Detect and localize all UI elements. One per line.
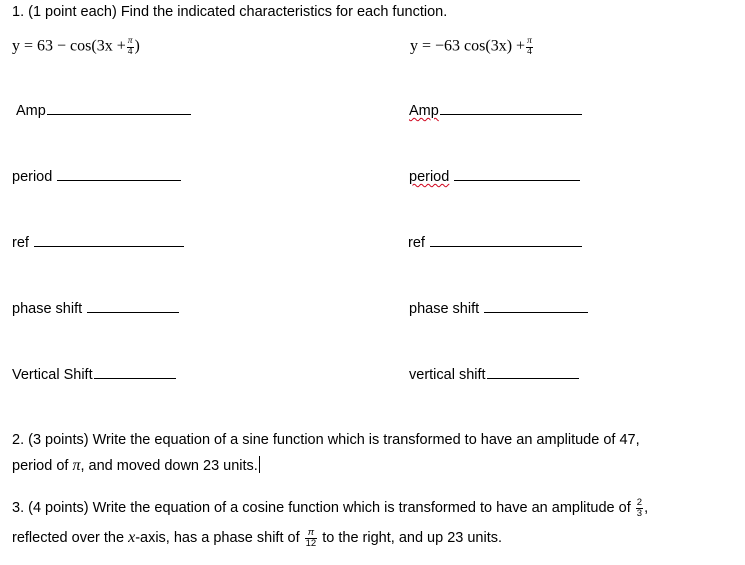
right-equation-prefix: y = −63 cos(3x) + (410, 37, 526, 55)
left-field-vertical-shift[interactable] (12, 367, 176, 383)
left-field-ref[interactable] (12, 235, 184, 251)
field-label: Amp (409, 103, 439, 119)
answer-blank[interactable] (47, 113, 191, 115)
question-3-line-2 (12, 528, 502, 548)
right-equation (410, 37, 534, 57)
left-equation-suffix: ) (134, 37, 140, 55)
left-equation-prefix: y = 63 − cos(3x + (12, 37, 126, 55)
pi-symbol: π (72, 457, 81, 474)
right-field-ref[interactable] (408, 235, 582, 251)
q3-text-line-1: 3. (4 points) Write the equation of a cosine function which is transformed to have an amplitude of (12, 499, 631, 516)
right-field-phase-shift[interactable] (409, 301, 588, 317)
fraction-numerator: π (127, 36, 133, 46)
answer-blank[interactable] (454, 179, 580, 181)
q2-text-before: period of (12, 458, 69, 474)
question-2-line-1: 2. (3 points) Write the equation of a sine function which is transformed to have an amplitude of 47, (12, 432, 640, 448)
phase-shift-fraction (305, 528, 318, 548)
x-variable: x (128, 528, 136, 546)
field-label: ref (408, 235, 425, 251)
field-label: period (12, 169, 53, 185)
answer-blank[interactable] (94, 377, 176, 379)
q3-text-mid: -axis, has a phase shift of (135, 529, 300, 546)
fraction-denominator: 3 (636, 507, 643, 519)
right-field-amp[interactable] (409, 103, 582, 119)
question-3-line-1 (12, 498, 648, 518)
answer-blank[interactable] (487, 377, 579, 379)
left-equation-fraction (127, 37, 134, 57)
answer-blank[interactable] (87, 311, 179, 313)
fraction-numerator: π (527, 36, 532, 46)
field-label: ref (12, 235, 29, 251)
right-field-vertical-shift[interactable] (409, 367, 579, 383)
answer-blank[interactable] (430, 245, 582, 247)
answer-blank[interactable] (484, 311, 588, 313)
left-field-phase-shift[interactable] (12, 301, 179, 317)
fraction-denominator: 4 (527, 46, 532, 57)
right-field-period[interactable] (409, 169, 580, 185)
fraction-numerator: 2 (636, 497, 643, 508)
field-label: Vertical Shift (12, 367, 93, 383)
question-2-line-2[interactable] (12, 456, 260, 475)
question-1-heading: 1. (1 point each) Find the indicated characteristics for each function. (12, 4, 448, 20)
q3-text-after: to the right, and up 23 units. (322, 529, 503, 546)
field-label: Amp (16, 103, 46, 119)
left-equation (12, 37, 140, 57)
text-cursor (259, 456, 260, 473)
answer-blank[interactable] (440, 113, 582, 115)
field-label: period (409, 169, 450, 185)
left-field-period[interactable] (12, 169, 181, 185)
answer-blank[interactable] (34, 245, 184, 247)
amplitude-fraction (636, 498, 643, 518)
right-equation-fraction (526, 37, 533, 57)
fraction-numerator: π (307, 527, 315, 538)
field-label: phase shift (409, 301, 480, 317)
answer-blank[interactable] (57, 179, 181, 181)
fraction-denominator: 4 (127, 46, 133, 57)
left-field-amp[interactable] (16, 103, 191, 119)
field-label: phase shift (12, 301, 83, 317)
q2-text-after: , and moved down 23 units. (80, 458, 258, 474)
field-label: vertical shift (409, 367, 486, 383)
fraction-denominator: 12 (305, 537, 317, 549)
q3-comma: , (644, 499, 649, 516)
q3-text-before: reflected over the (12, 529, 125, 546)
